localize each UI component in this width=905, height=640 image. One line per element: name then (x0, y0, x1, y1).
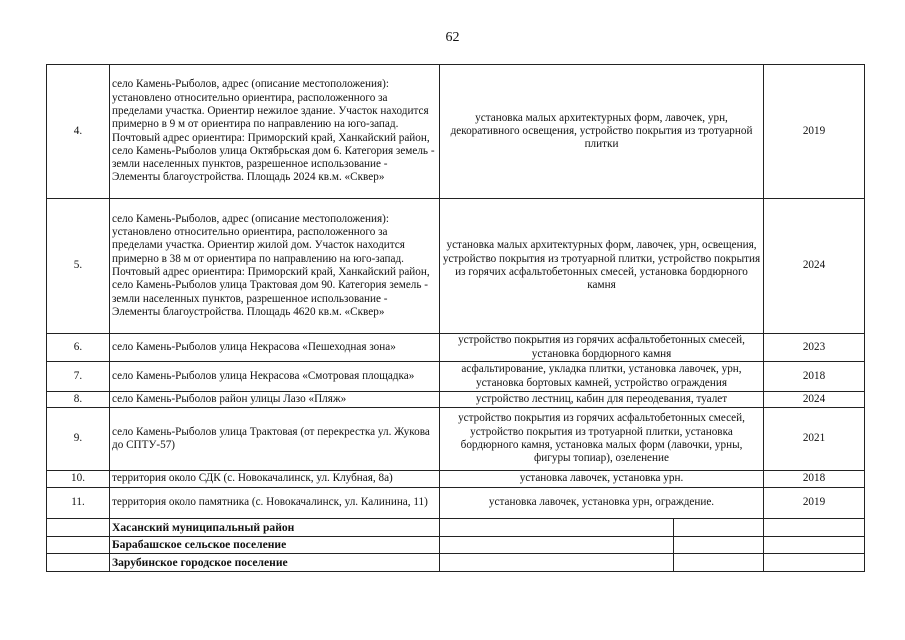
year-cell: 2024 (764, 199, 865, 334)
works-cell: установка малых архитектурных форм, лавочек, урн, декоративного освещения, устройство покрытия из тротуарной плитки (440, 65, 764, 199)
section-title: Барабашское сельское поселение (110, 537, 440, 554)
year-cell: 2018 (764, 471, 865, 488)
page-number: 62 (445, 30, 460, 45)
year-cell: 2019 (764, 488, 865, 519)
empty-cell (47, 519, 110, 537)
row-number: 5. (47, 199, 110, 334)
row-number: 6. (47, 334, 110, 362)
table-row (47, 362, 865, 392)
improvement-table (46, 64, 865, 572)
year-cell: 2023 (764, 334, 865, 362)
table-row (47, 199, 865, 334)
section-row (47, 537, 865, 554)
empty-cell (440, 554, 674, 572)
section-row (47, 519, 865, 537)
location-cell: территория около памятника (с. Новокачалинск, ул. Калинина, 11) (110, 488, 440, 519)
row-number: 8. (47, 392, 110, 408)
section-title: Хасанский муниципальный район (110, 519, 440, 537)
year-cell: 2018 (764, 362, 865, 392)
location-cell: село Камень-Рыболов район улицы Лазо «Пляж» (110, 392, 440, 408)
location-cell: село Камень-Рыболов улица Некрасова «Смотровая площадка» (110, 362, 440, 392)
empty-cell (47, 554, 110, 572)
empty-cell (674, 554, 764, 572)
section-title: Зарубинское городское поселение (110, 554, 440, 572)
table-row (47, 488, 865, 519)
row-number: 9. (47, 408, 110, 471)
row-number: 7. (47, 362, 110, 392)
table-row (47, 65, 865, 199)
year-cell: 2021 (764, 408, 865, 471)
year-cell: 2024 (764, 392, 865, 408)
empty-cell (764, 519, 865, 537)
works-cell: устройство лестниц, кабин для переодевания, туалет (440, 392, 764, 408)
row-number: 10. (47, 471, 110, 488)
empty-cell (764, 537, 865, 554)
row-number: 4. (47, 65, 110, 199)
year-cell: 2019 (764, 65, 865, 199)
works-cell: установка лавочек, установка урн. (440, 471, 764, 488)
table-row (47, 471, 865, 488)
section-row (47, 554, 865, 572)
works-cell: установка лавочек, установка урн, ограждение. (440, 488, 764, 519)
works-cell: установка малых архитектурных форм, лавочек, урн, освещения, устройство покрытия из тротуарной плитки, устройство покрытия из горячих асфальтобетонных смесей, установка бордюрного камня (440, 199, 764, 334)
table-row (47, 408, 865, 471)
location-cell: село Камень-Рыболов, адрес (описание местоположения): установлено относительно ориентира, расположенного за пределами участка. Ориентир жилой дом. Участок находится примерно в 38 м от ориентира по направлению на юго-запад. Почтовый адрес ориентира: Приморский край, Ханкайский район, село Камень-Рыболов улица Трактовая дом 90. Категория земель - земли населенных пунктов, разрешенное использование - Элементы благоустройства. Площадь 4620 кв.м. «Сквер» (110, 199, 440, 334)
empty-cell (440, 537, 674, 554)
works-cell: асфальтирование, укладка плитки, установка лавочек, урн, установка бортовых камней, устройство ограждения (440, 362, 764, 392)
empty-cell (674, 537, 764, 554)
location-cell: село Камень-Рыболов улица Некрасова «Пешеходная зона» (110, 334, 440, 362)
location-cell: село Камень-Рыболов, адрес (описание местоположения): установлено относительно ориентира, расположенного за пределами участка. Ориентир нежилое здание. Участок находится примерно в 9 м от ориентира по направлению на юго-запад. Почтовый адрес ориентира: Приморский край, Ханкайский район, село Камень-Рыболов улица Октябрьская дом 6. Категория земель - земли населенных пунктов, разрешенное использование - Элементы благоустройства. Площадь 2024 кв.м. «Сквер» (110, 65, 440, 199)
works-cell: устройство покрытия из горячих асфальтобетонных смесей, устройство покрытия из тротуарной плитки, установка бордюрного камня, установка малых форм (лавочки, урны, фигуры топиар), озеленение (440, 408, 764, 471)
location-cell: село Камень-Рыболов улица Трактовая (от перекрестка ул. Жукова до СПТУ-57) (110, 408, 440, 471)
empty-cell (47, 537, 110, 554)
empty-cell (764, 554, 865, 572)
location-cell: территория около СДК (с. Новокачалинск, ул. Клубная, 8а) (110, 471, 440, 488)
row-number: 11. (47, 488, 110, 519)
works-cell: устройство покрытия из горячих асфальтобетонных смесей, установка бордюрного камня (440, 334, 764, 362)
table-row (47, 334, 865, 362)
empty-cell (674, 519, 764, 537)
table-row (47, 392, 865, 408)
empty-cell (440, 519, 674, 537)
